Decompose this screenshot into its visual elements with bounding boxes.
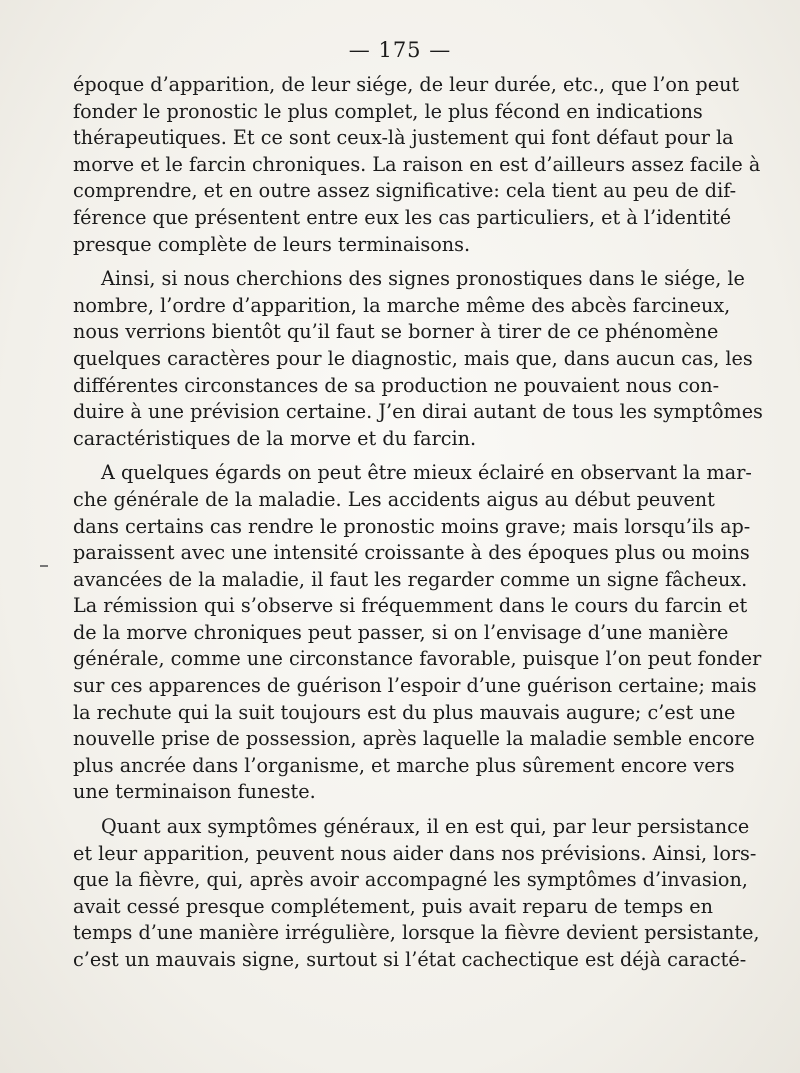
paragraph-3 bbox=[73, 460, 762, 806]
text-line: nous verrions bientôt qu’il faut se borner à tirer de ce phénomène bbox=[73, 320, 719, 344]
paragraph-1 bbox=[73, 72, 761, 258]
text-line: avait cessé presque complétement, puis avait reparu de temps en bbox=[73, 894, 714, 918]
body-text bbox=[73, 72, 763, 974]
text-line: A quelques égards on peut être mieux éclairé en observant la mar- bbox=[101, 461, 752, 485]
text-line: la rechute qui la suit toujours est du plus mauvais augure; c’est une bbox=[73, 700, 736, 724]
text-line: Ainsi, si nous cherchions des signes pronostiques dans le siége, le bbox=[101, 267, 745, 291]
text-line: que la fièvre, qui, après avoir accompagné les symptômes d’invasion, bbox=[73, 868, 748, 892]
text-line: c’est un mauvais signe, surtout si l’état cachectique est déjà caracté- bbox=[73, 948, 747, 971]
text-line: époque d’apparition, de leur siége, de leur durée, etc., que l’on peut bbox=[73, 73, 740, 96]
text-line: et leur apparition, peuvent nous aider dans nos prévisions. Ainsi, lors- bbox=[73, 841, 757, 865]
paragraph-4 bbox=[73, 814, 760, 974]
text-line: duire à une prévision certaine. J’en dirai autant de tous les symptômes bbox=[73, 400, 763, 424]
paragraph-2 bbox=[73, 266, 763, 452]
text-line: nombre, l’ordre d’apparition, la marche même des abcès farcineux, bbox=[73, 293, 731, 317]
text-line: différentes circonstances de sa production ne pouvaient nous con- bbox=[73, 373, 720, 397]
text-line: morve et le farcin chroniques. La raison en est d’ailleurs assez facile à bbox=[73, 152, 761, 176]
text-line: Quant aux symptômes généraux, il en est qui, par leur persistance bbox=[101, 815, 750, 839]
text-line: comprendre, et en outre assez significative: cela tient au peu de dif- bbox=[73, 179, 737, 203]
text-line: quelques caractères pour le diagnostic, mais que, dans aucun cas, les bbox=[73, 346, 753, 370]
margin-mark bbox=[40, 565, 48, 567]
text-line: nouvelle prise de possession, après laquelle la maladie semble encore bbox=[73, 727, 755, 751]
text-line: sur ces apparences de guérison l’espoir d’une guérison certaine; mais bbox=[73, 674, 757, 698]
text-line: presque complète de leurs terminaisons. bbox=[73, 232, 471, 256]
page-number: — 175 — bbox=[348, 38, 452, 62]
text-line: temps d’une manière irrégulière, lorsque la fièvre devient persistante, bbox=[73, 921, 760, 945]
text-line: fonder le pronostic le plus complet, le plus fécond en indications bbox=[73, 99, 703, 123]
text-line: plus ancrée dans l’organisme, et marche plus sûrement encore vers bbox=[73, 753, 735, 777]
text-line: dans certains cas rendre le pronostic moins grave; mais lorsqu’ils ap- bbox=[73, 514, 751, 538]
text-line: férence que présentent entre eux les cas particuliers, et à l’identité bbox=[73, 205, 732, 229]
text-line: thérapeutiques. Et ce sont ceux-là justement qui font défaut pour la bbox=[73, 126, 734, 150]
text-line: La rémission qui s’observe si fréquemment dans le cours du farcin et bbox=[73, 594, 748, 618]
text-line: une terminaison funeste. bbox=[73, 780, 316, 804]
text-line: avancées de la maladie, il faut les regarder comme un signe fâcheux. bbox=[73, 567, 748, 591]
text-line: de la morve chroniques peut passer, si on l’envisage d’une manière bbox=[73, 620, 729, 644]
text-line: paraissent avec une intensité croissante à des époques plus ou moins bbox=[73, 541, 750, 565]
text-line: générale, comme une circonstance favorable, puisque l’on peut fonder bbox=[73, 647, 762, 671]
text-line: che générale de la maladie. Les accidents aigus au début peuvent bbox=[73, 487, 715, 511]
text-line: caractéristiques de la morve et du farcin. bbox=[73, 426, 477, 450]
